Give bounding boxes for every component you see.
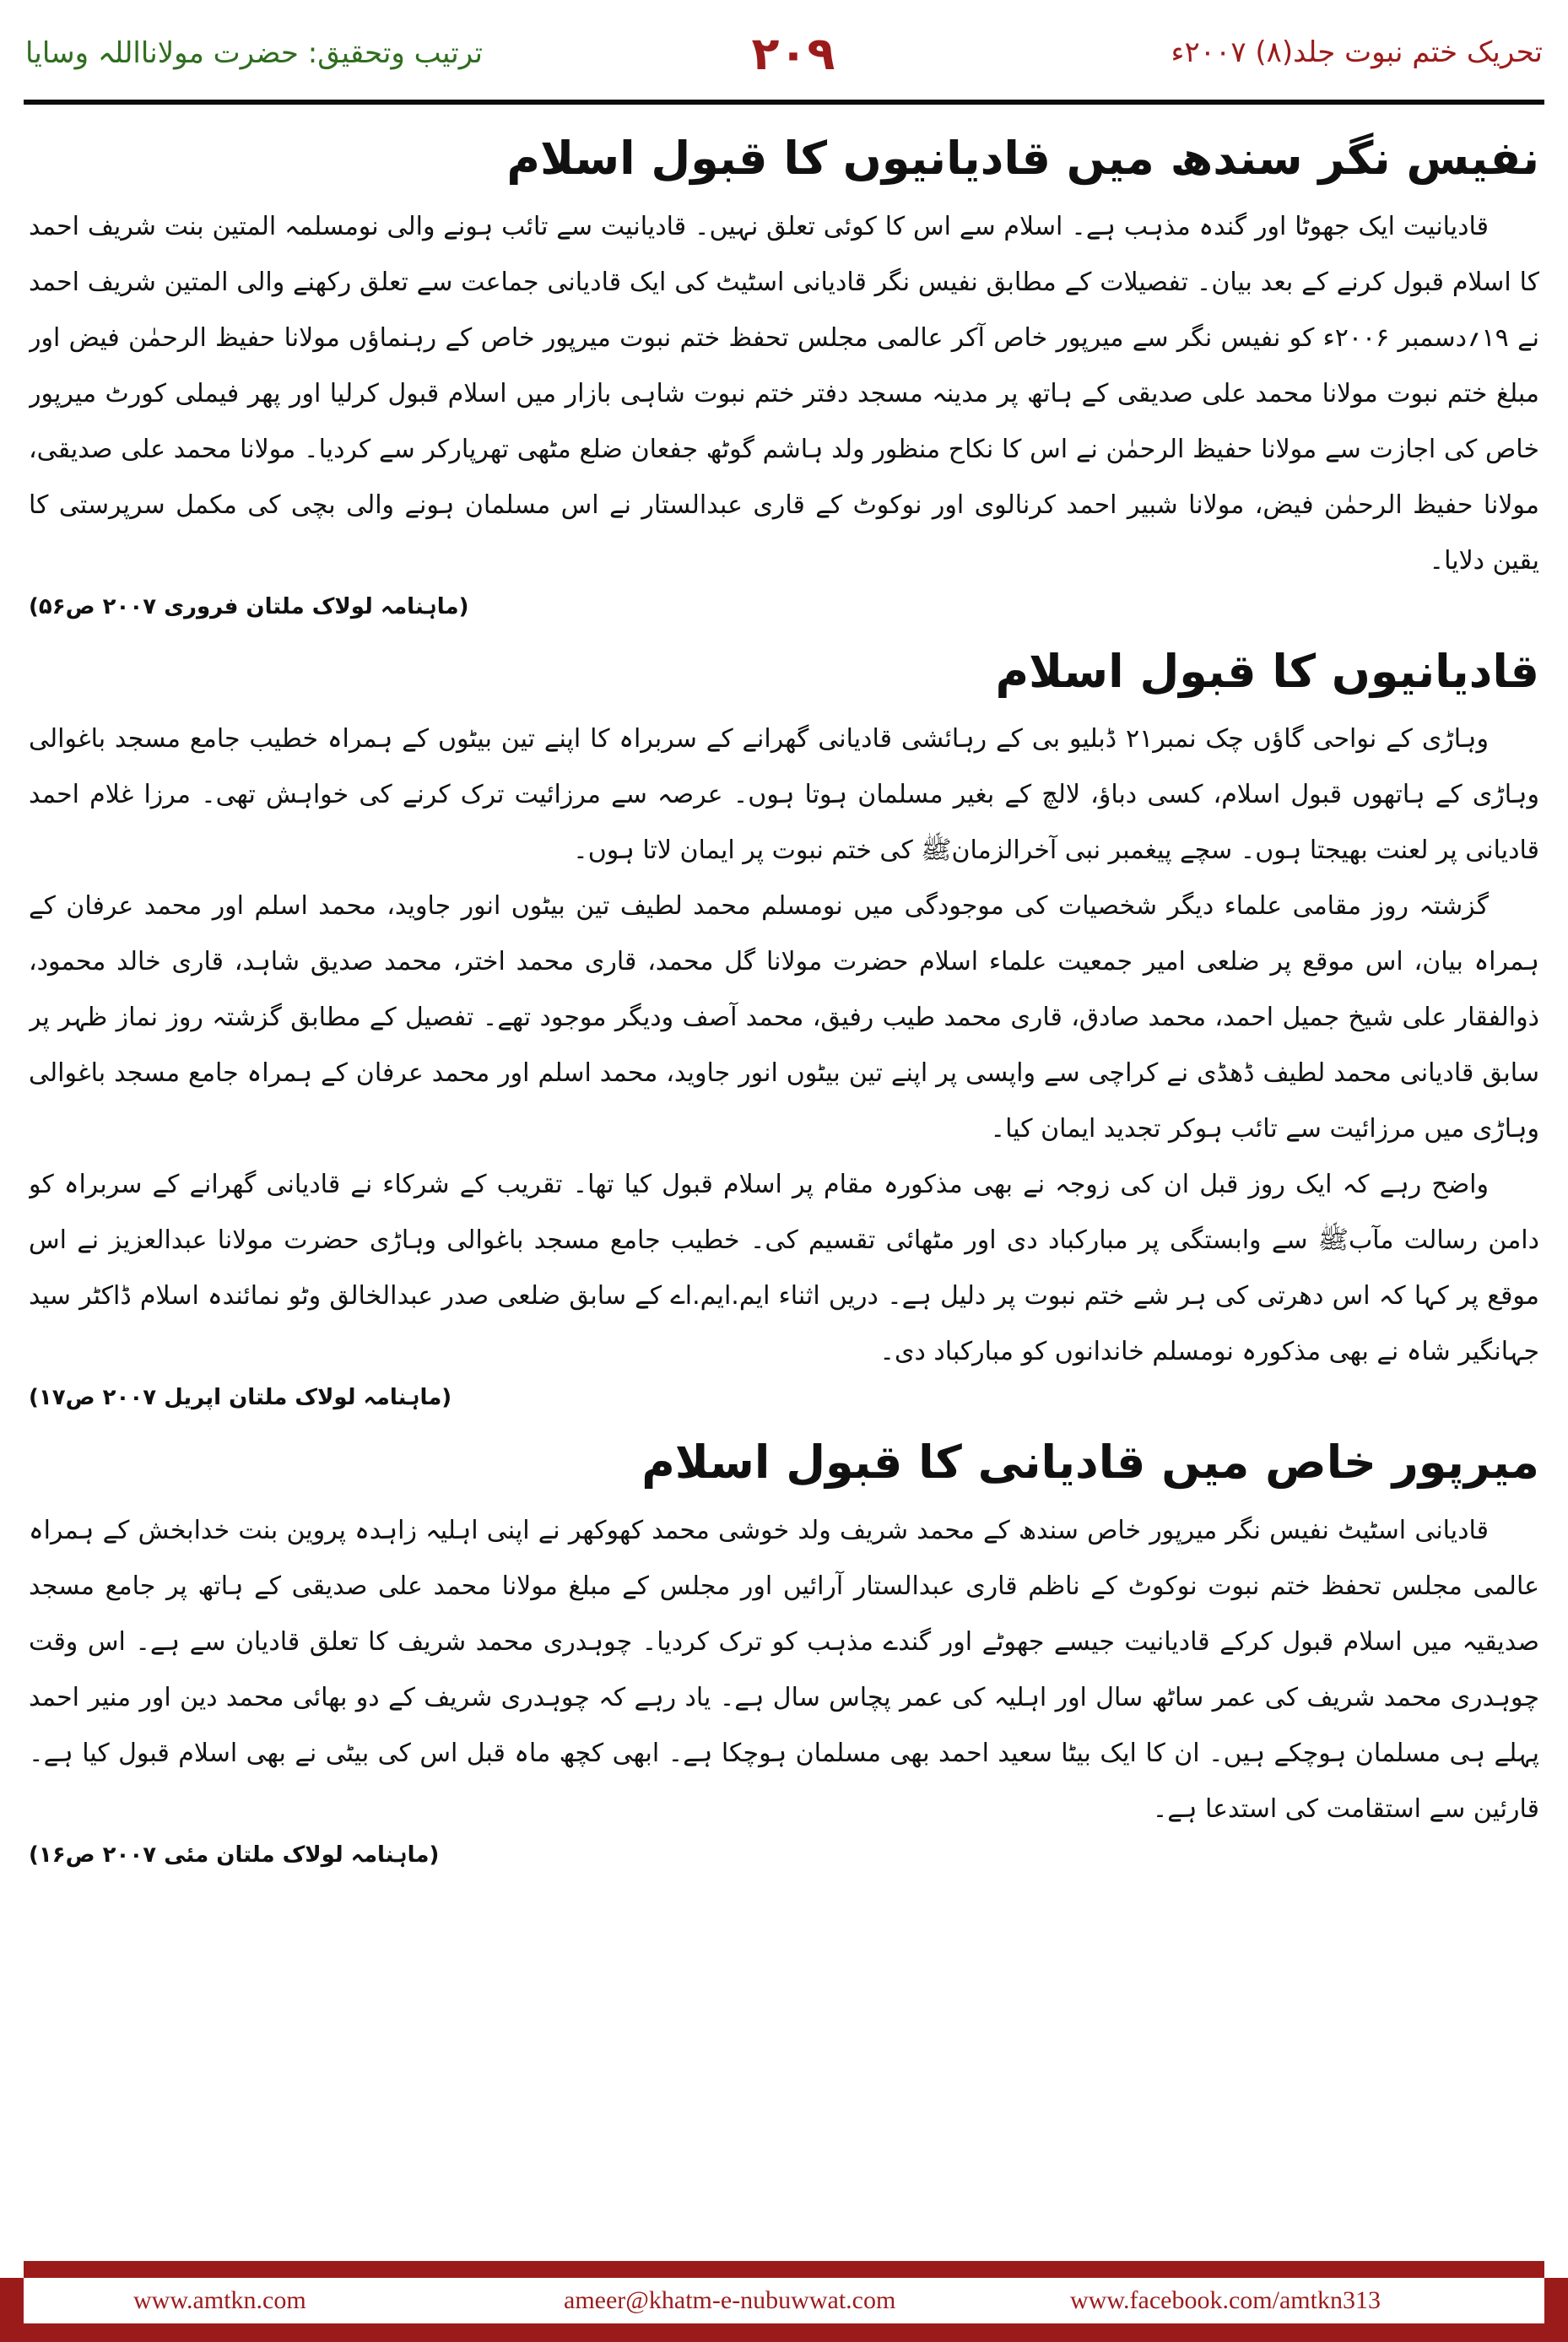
- compiler-credit: ترتیب وتحقیق: حضرت مولانااللہ وسایا: [25, 36, 483, 70]
- email-link[interactable]: ameer@khatm-e-nubuwwat.com: [564, 2286, 896, 2314]
- source-citation: (ماہنامہ لولاک ملتان اپریل ۲۰۰۷ ص۱۷): [29, 1385, 452, 1410]
- paragraph: قادیانی اسٹیٹ نفیس نگر میرپور خاص سندھ کے محمد شریف ولد خوشی محمد کھوکھر نے اپنی اہلیہ زاہدہ پروین بنت خدابخش کے ہمراہ عالمی مجلس تحفظ ختم نبوت نوکوٹ کے ناظم قاری عبدالستار آرائیں اور مجلس کے مبلغ مولانا محمد علی صدیقی کے ہاتھ پر جامع مسجد صدیقیہ میں اسلام قبول کرکے قادیانیت جیسے جھوٹے اور گندے مذہب کو ترک کردیا۔ چوہدری محمد شریف کا تعلق قادیان سے ہے۔ اس وقت چوہدری محمد شریف کی عمر ساٹھ سال اور اہلیہ کی عمر پچاس سال ہے۔ یاد رہے کہ چوہدری شریف کے دو بھائی محمد دین اور منیر احمد پہلے ہی مسلمان ہوچکے ہیں۔ ان کا ایک بیٹا سعید احمد بھی مسلمان ہوچکا ہے۔ ابھی کچھ ماہ قبل اس کی بیٹی نے بھی اسلام قبول کیا ہے۔ قارئین سے استقامت کی استدعا ہے۔: [29, 1515, 1539, 1824]
- section-title: نفیس نگر سندھ میں قادیانیوں کا قبول اسلام: [506, 132, 1539, 185]
- page-number: ۲۰۹: [751, 27, 835, 80]
- page-header: [0, 0, 1568, 118]
- section-2: [29, 643, 1539, 1411]
- footer-border-top: [24, 2261, 1544, 2278]
- source-citation: (ماہنامہ لولاک ملتان فروری ۲۰۰۷ ص۵۶): [29, 593, 469, 619]
- paragraph: وہاڑی کے نواحی گاؤں چک نمبر۲۱ ڈبلیو بی کے رہائشی قادیانی گھرانے کے سربراہ کا اپنے تین بیٹوں کے ہمراہ خطیب جامع مسجد باغوالی وہاڑی کے ہاتھوں قبول اسلام، کسی دباؤ، لالچ کے بغیر مسلمان ہوتا ہوں۔ عرصہ سے مرزائیت ترک کرنے کی خواہش تھی۔ مرزا غلام احمد قادیانی پر لعنت بھیجتا ہوں۔ سچے پیغمبر نبی آخرالزمانﷺ کی ختم نبوت پر ایمان لاتا ہوں۔: [29, 724, 1539, 865]
- section-1: [29, 130, 1539, 619]
- paragraph: واضح رہے کہ ایک روز قبل ان کی زوجہ نے بھی مذکورہ مقام پر اسلام قبول کیا تھا۔ تقریب کے شرکاء نے قادیانی گھرانے کے سربراہ کو دامن رسالت مآبﷺ سے وابستگی پر مبارکباد دی اور مٹھائی تقسیم کی۔ خطیب جامع مسجد باغوالی وہاڑی حضرت مولانا عبدالعزیز نے اس موقع پر کہا کہ اس دھرتی کی ہر شے ختم نبوت پر دلیل ہے۔ دریں اثناء ایم.ایم.اے کے سابق ضلعی صدر عبدالخالق وٹو نمائندہ اسلام ڈاکٹر سید جہانگیر شاہ نے بھی مذکورہ نومسلم خاندانوں کو مبارکباد دی۔: [29, 1170, 1539, 1366]
- article-body: [29, 118, 1539, 2199]
- paragraph: گزشتہ روز مقامی علماء دیگر شخصیات کی موجودگی میں نومسلم محمد لطیف تین بیٹوں انور جاوید، محمد اسلم اور محمد عرفان کے ہمراہ بیان، اس موقع پر ضلعی امیر جمعیت علماء اسلام حضرت مولانا گل محمد، قاری محمد اختر، محمد صدیق شاہد، قاری خالد محمود، ذوالفقار علی شیخ جمیل احمد، محمد صادق، قاری محمد طیب رفیق، محمد آصف ودیگر موجود تھے۔ تفصیل کے مطابق گزشتہ روز نماز ظہر پر سابق قادیانی محمد لطیف ڈھڈی نے کراچی سے واپسی پر اپنے تین بیٹوں انور جاوید، محمد اسلم اور محمد عرفان کے ہمراہ جامع مسجد باغوالی وہاڑی میں مرزائیت سے تائب ہوکر تجدید ایمان کیا۔: [29, 891, 1539, 1144]
- paragraph: قادیانیت ایک جھوٹا اور گندہ مذہب ہے۔ اسلام سے اس کا کوئی تعلق نہیں۔ قادیانیت سے تائب ہونے والی نومسلمہ المتین بنت شریف احمد کا اسلام قبول کرنے کے بعد بیان۔ تفصیلات کے مطابق نفیس نگر قادیانی اسٹیٹ کی ایک قادیانی جماعت سے تعلق رکھنے والی المتین شریف احمد نے ۱۹؍دسمبر ۲۰۰۶ء کو نفیس نگر سے میرپور خاص آکر عالمی مجلس تحفظ ختم نبوت میرپور خاص کے رہنماؤں مولانا حفیظ الرحمٰن فیض اور مبلغ ختم نبوت مولانا محمد علی صدیقی کے ہاتھ پر مدینہ مسجد دفتر ختم نبوت شاہی بازار میں اسلام قبول کرلیا اور پھر فیملی کورٹ میرپور خاص کی اجازت سے مولانا حفیظ الرحمٰن نے اس کا نکاح منظور ولد ہاشم گوٹھ جفعان ضلع مٹھی تھرپارکر سے کردیا۔ مولانا محمد علی صدیقی، مولانا حفیظ الرحمٰن فیض، مولانا شبیر احمد کرنالوی اور نوکوٹ کے قاری عبدالستار نے اس مسلمان ہونے والی بچی کی مکمل سرپرستی کا یقین دلایا۔: [29, 211, 1539, 576]
- section-title: قادیانیوں کا قبول اسلام: [995, 644, 1539, 698]
- section-title: میرپور خاص میں قادیانی کا قبول اسلام: [641, 1436, 1539, 1489]
- website-link[interactable]: www.amtkn.com: [133, 2286, 306, 2314]
- section-3: [29, 1434, 1539, 1868]
- footer-links-bar: [24, 2278, 1544, 2323]
- facebook-link[interactable]: www.facebook.com/amtkn313: [1070, 2286, 1381, 2314]
- source-citation: (ماہنامہ لولاک ملتان مئی ۲۰۰۷ ص۱۶): [29, 1842, 440, 1868]
- book-title: تحریک ختم نبوت جلد(۸) ۲۰۰۷ء: [1171, 35, 1543, 69]
- header-divider: [24, 100, 1544, 105]
